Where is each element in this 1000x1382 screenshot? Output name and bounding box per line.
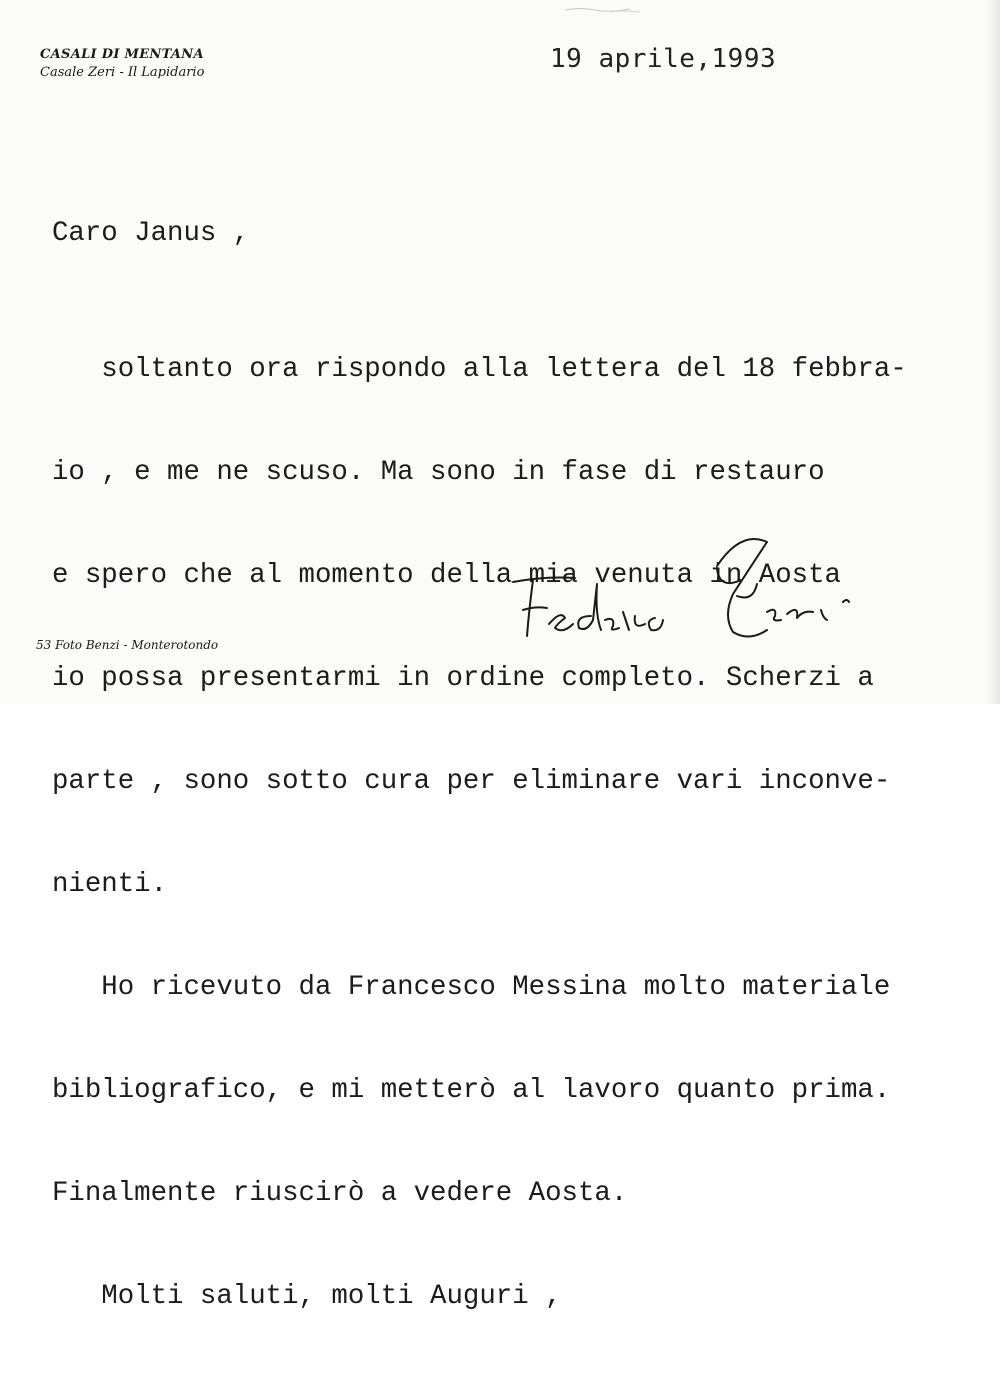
body-line: io possa presentarmi in ordine completo. Scherzi a bbox=[52, 663, 874, 695]
handwritten-signature bbox=[505, 520, 855, 660]
letterhead-address: Casale Zeri - Il Lapidario bbox=[40, 65, 205, 80]
body-line: Molti saluti, molti Auguri , bbox=[52, 1280, 562, 1312]
body-line: io , e me ne scuso. Ma sono in fase di restauro bbox=[52, 457, 825, 489]
body-line: parte , sono sotto cura per eliminare vari inconve- bbox=[52, 766, 891, 798]
letterhead bbox=[40, 46, 204, 82]
smudge-marks bbox=[560, 4, 650, 14]
photo-credit-footer: 53 Foto Benzi - Monterotondo bbox=[36, 638, 219, 652]
letter-body bbox=[52, 148, 907, 1382]
letterhead-name: CASALI DI MENTANA bbox=[40, 47, 204, 62]
letter-date: 19 aprile,1993 bbox=[550, 44, 777, 74]
body-line: e spero che al momento della mia venuta in Aosta bbox=[52, 560, 841, 592]
greeting: Caro Janus , bbox=[52, 217, 250, 249]
body-line: Finalmente riuscirò a vedere Aosta. bbox=[52, 1177, 628, 1209]
body-line: soltanto ora rispondo alla lettera del 18 febbra- bbox=[52, 354, 907, 386]
body-line: Ho ricevuto da Francesco Messina molto materiale bbox=[52, 971, 891, 1003]
body-line: bibliografico, e mi metterò al lavoro quanto prima. bbox=[52, 1074, 891, 1106]
body-line: nienti. bbox=[52, 868, 168, 900]
